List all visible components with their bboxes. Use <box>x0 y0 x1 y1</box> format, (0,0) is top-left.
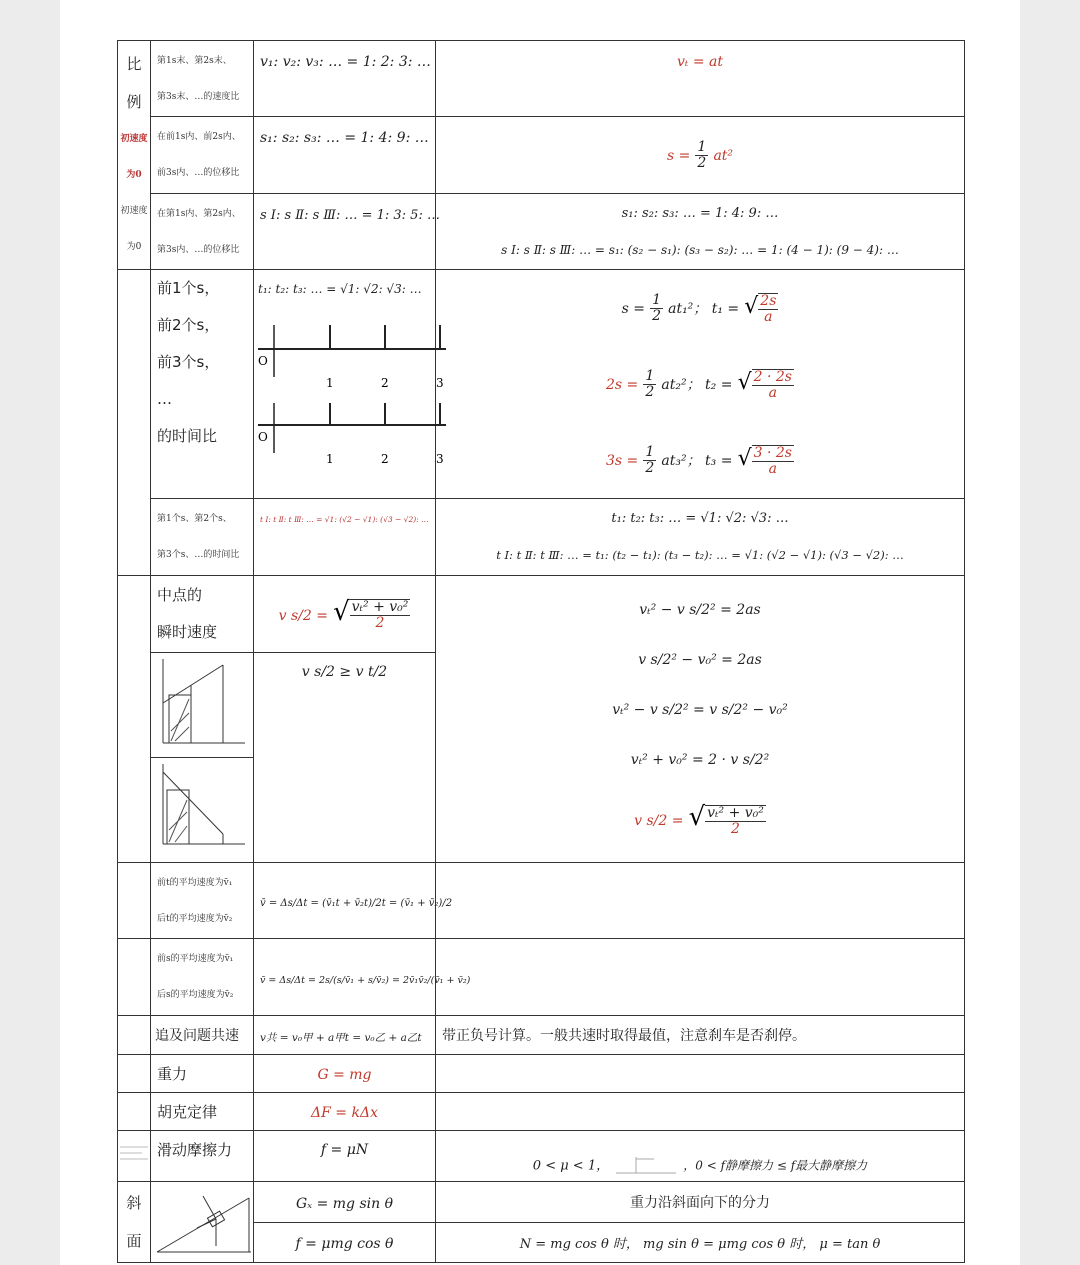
table-row <box>118 1055 965 1093</box>
fraction <box>758 293 778 325</box>
empty-cell <box>118 576 151 863</box>
row-label <box>151 1131 254 1182</box>
formula: ΔF = kΔx <box>311 1105 378 1121</box>
formula-cell <box>254 863 453 939</box>
formula: f = μN <box>320 1142 369 1158</box>
table-row <box>118 194 965 270</box>
empty-cell <box>436 863 965 939</box>
fraction <box>350 599 411 631</box>
row-label <box>151 576 254 653</box>
label-line: 前s的平均速度为v̄₁ <box>157 954 234 964</box>
formula-cell <box>254 270 444 499</box>
note-text: 带正负号计算。一般共速时取得最值，注意刹车是否刹停。 <box>442 1028 806 1044</box>
axis-tick: 3 <box>436 376 444 390</box>
formula-cell <box>254 194 440 270</box>
formula: s Ⅰ: s Ⅱ: s Ⅲ: … = 1: 3: 5: … <box>260 208 440 223</box>
formula-part: at₂²； t₂ = <box>661 377 733 393</box>
formula-cell <box>254 576 436 653</box>
table-row <box>118 1131 965 1182</box>
formula-cell <box>436 41 965 117</box>
label-line: 瞬时速度 <box>157 623 218 641</box>
formula: s Ⅰ: s Ⅱ: s Ⅲ: … = s₁: (s₂ − s₁): (s₃ − s₂): … = 1: (4 − 1): (9 − 4): … <box>501 242 899 257</box>
fraction <box>650 293 663 324</box>
formula-part: v s/2 = <box>634 813 684 829</box>
equation-line <box>442 422 958 498</box>
formula: f = μmg cos θ <box>295 1236 394 1252</box>
denominator: 2 <box>731 820 740 837</box>
formula: vₜ² + v₀² = 2 · v s/2² <box>630 752 770 768</box>
row-label <box>151 863 254 939</box>
formula-cell <box>436 194 965 270</box>
formula: v s/2² − v₀² = 2as <box>638 652 762 668</box>
fraction <box>695 140 708 171</box>
formula-cell <box>254 1093 436 1131</box>
formula-cell <box>254 1131 436 1182</box>
note-cell <box>436 1131 965 1182</box>
formula: vₜ² − v s/2² = v s/2² − v₀² <box>612 702 788 718</box>
row-label <box>151 1093 254 1131</box>
note-cell <box>436 1223 965 1263</box>
formula-cell <box>254 1182 436 1223</box>
formula: v₁: v₂: v₃: … = 1: 2: 3: … <box>260 54 431 70</box>
axis-tick: 1 <box>326 452 334 466</box>
formula: Gₓ = mg sin θ <box>295 1195 394 1212</box>
label-line: 胡克定律 <box>157 1103 218 1121</box>
header-note: 为0 <box>126 242 142 252</box>
row-label <box>151 499 254 576</box>
axis-tick: 1 <box>326 376 334 390</box>
empty-cell <box>436 939 965 1016</box>
table-row <box>118 499 965 576</box>
formula: v̄ = Δs/Δt = 2s/(s/v̄₁ + s/v̄₂) = 2v̄₁v̄₂/(v̄₁ + v̄₂) <box>260 974 471 986</box>
sqrt-icon: √ <box>688 802 706 832</box>
label-line: 在第1s内、第2s内、 <box>157 208 241 219</box>
row-label <box>151 41 254 117</box>
formula-cell <box>254 499 436 576</box>
formula-cell <box>254 41 436 117</box>
sqrt-icon: √ <box>744 294 759 319</box>
numerator: 2 · 2s <box>753 368 792 385</box>
axis-origin: O <box>258 430 268 444</box>
label-line: 第1s末、第2s末、 <box>157 55 232 66</box>
formula-part: at₁²； t₁ = <box>668 301 740 317</box>
vt-graph-decelerating <box>153 760 253 856</box>
denominator: 2 <box>697 154 707 171</box>
formula: t₁: t₂: t₃: … = √1: √2: √3: … <box>611 511 789 526</box>
formula: s₁: s₂: s₃: … = 1: 4: 9: … <box>621 205 779 221</box>
vt-graph-accelerating <box>153 655 253 751</box>
denominator: a <box>764 308 773 325</box>
faded-thumbnail-icon <box>118 1139 151 1169</box>
denominator: a <box>768 384 777 401</box>
label-line: 前2个s， <box>157 316 220 334</box>
label-line: 的时间比 <box>157 427 218 445</box>
label-line: … <box>157 390 172 408</box>
table-row <box>118 1093 965 1131</box>
label-line: 中点的 <box>157 586 203 604</box>
numerator: 2s <box>760 292 777 309</box>
fraction <box>752 369 794 401</box>
formula-part: 3s = <box>606 453 639 469</box>
label-line: 重力 <box>157 1065 188 1083</box>
note-text: 重力沿斜面向下的分力 <box>630 1195 770 1211</box>
formula-cell <box>254 1016 436 1055</box>
numerator: vₜ² + v₀² <box>351 599 409 616</box>
table-row <box>118 41 965 117</box>
denominator: a <box>768 460 777 477</box>
label-line: 第3s末、…的速度比 <box>157 91 240 102</box>
formula: vₜ = at <box>677 54 723 70</box>
friction-graph-icon <box>614 1153 678 1177</box>
table-row <box>118 939 965 1016</box>
document-page <box>60 0 1020 1265</box>
numerator: 1 <box>645 368 655 384</box>
formula-part: 2s = <box>606 377 639 393</box>
denominator: 2 <box>645 384 655 400</box>
header-note: 初速度 <box>120 206 148 216</box>
numerator: 1 <box>697 138 707 155</box>
label-line: 第3个s、…的时间比 <box>157 550 240 560</box>
numerator: vₜ² + v₀² <box>707 804 764 821</box>
formula: v̄ = Δs/Δt = (v̄₁t + v̄₂t)/2t = (v̄₁ + v̄₂)/2 <box>260 898 453 909</box>
formula: v共 = v₀甲 + a甲t = v₀乙 + a乙t <box>260 1031 422 1044</box>
ratio-header-cell <box>118 41 151 270</box>
row-label <box>151 1055 254 1093</box>
formula-cell <box>436 270 965 499</box>
graph-cell <box>151 758 254 863</box>
numerator: 3 · 2s <box>753 444 792 461</box>
denominator: 2 <box>652 308 661 324</box>
formula: v s/2 ≥ v t/2 <box>301 664 388 680</box>
formula-part: s = <box>621 301 645 317</box>
header-note: 为0 <box>126 170 142 180</box>
axis-tick: 3 <box>436 452 444 466</box>
empty-cell <box>118 1093 151 1131</box>
formula: G = mg <box>317 1067 372 1083</box>
table-row <box>118 1182 965 1223</box>
empty-cell <box>118 270 151 576</box>
empty-cell <box>118 1055 151 1093</box>
sqrt-icon: √ <box>737 446 752 471</box>
empty-cell <box>436 1055 965 1093</box>
formula-cell <box>254 939 471 1016</box>
formula-part: v s/2 = <box>278 607 328 624</box>
label-line: 滑动摩擦力 <box>157 1141 233 1159</box>
axis-origin: O <box>258 354 268 368</box>
note-text: 0 < μ < 1， <box>532 1158 610 1174</box>
table-row <box>118 1016 965 1055</box>
formula-cell <box>436 499 965 576</box>
denominator: 2 <box>645 460 655 476</box>
numerator: 1 <box>645 444 655 460</box>
header-char: 比 <box>126 55 142 73</box>
note-cell <box>436 1016 965 1055</box>
label-line: 第1个s、第2个s、 <box>157 514 232 524</box>
label-line: 前3s内、…的位移比 <box>157 168 240 178</box>
row-label <box>151 270 254 499</box>
formula: t Ⅰ: t Ⅱ: t Ⅲ: … = √1: (√2 − √1): (√3 − √2): … <box>260 515 429 524</box>
incline-diagram-cell <box>151 1182 254 1263</box>
axis-tick: 2 <box>381 452 389 466</box>
equation-line <box>442 270 958 346</box>
sqrt-icon: √ <box>333 596 350 627</box>
fraction <box>705 805 766 837</box>
label-line: 在前1s内、前2s内、 <box>157 132 241 142</box>
equation-line <box>442 785 958 853</box>
header-note: 初速度 <box>120 134 148 144</box>
formula-cell <box>254 117 436 194</box>
header-char: 例 <box>126 93 142 111</box>
fraction <box>752 445 794 477</box>
formula: t₁: t₂: t₃: … = √1: √2: √3: … <box>258 282 422 296</box>
numerator: 1 <box>652 292 661 308</box>
formula: vₜ² − v s/2² = 2as <box>639 602 761 618</box>
graph-cell <box>151 653 254 758</box>
note-text: N = mg cos θ 时， mg sin θ = μmg cos θ 时， μ = tan θ <box>519 1237 881 1252</box>
physics-formula-table <box>117 40 965 1263</box>
formula: s₁: s₂: s₃: … = 1: 4: 9: … <box>260 130 429 146</box>
formula-cell <box>254 653 436 863</box>
label-line: 第3s内、…的位移比 <box>157 244 240 255</box>
fraction <box>643 369 656 400</box>
time-axis-diagram <box>258 297 446 467</box>
note-cell <box>436 1182 965 1223</box>
label-line: 前1个s， <box>157 279 220 297</box>
sqrt-icon: √ <box>737 370 752 395</box>
empty-cell <box>118 939 151 1016</box>
axis-2 <box>258 403 446 466</box>
empty-cell <box>118 1016 151 1055</box>
row-label <box>151 117 254 194</box>
label-line: 前t的平均速度为v̄₁ <box>157 877 233 888</box>
formula: t Ⅰ: t Ⅱ: t Ⅲ: … = t₁: (t₂ − t₁): (t₃ − t₂): … = √1: (√2 − √1): (√3 − √2): … <box>496 548 904 562</box>
thumbnail-cell <box>118 1131 151 1182</box>
formula-part: at₃²； t₃ = <box>661 453 733 469</box>
formula-cell <box>436 576 965 863</box>
empty-cell <box>436 1093 965 1131</box>
label-line: 前3个s， <box>157 353 220 371</box>
row-label <box>151 939 254 1016</box>
fraction <box>643 445 656 476</box>
note-text: ，0 < f静摩擦力 ≤ f最大静摩擦力 <box>683 1158 868 1173</box>
formula-cell <box>254 1223 436 1263</box>
incline-diagram <box>153 1184 253 1256</box>
axis-tick: 2 <box>381 376 389 390</box>
denominator: 2 <box>375 615 385 632</box>
formula-part: s = <box>666 147 691 164</box>
axis-1 <box>258 325 446 390</box>
equation-line <box>442 346 958 422</box>
table-row <box>118 270 965 499</box>
label-line: 后t的平均速度为v̄₂ <box>157 913 233 924</box>
row-label <box>151 1016 254 1055</box>
formula-cell <box>436 117 965 194</box>
label-line: 追及问题共速 <box>155 1028 239 1044</box>
table-row <box>118 117 965 194</box>
header-char: 面 <box>126 1232 142 1250</box>
incline-header-cell <box>118 1182 151 1263</box>
empty-cell <box>118 863 151 939</box>
label-line: 后s的平均速度为v̄₂ <box>157 990 234 1000</box>
formula-cell <box>254 1055 436 1093</box>
table-row <box>118 576 965 653</box>
formula-part: at² <box>713 147 734 164</box>
header-char: 斜 <box>126 1194 142 1212</box>
table-row <box>118 863 965 939</box>
row-label <box>151 194 254 270</box>
